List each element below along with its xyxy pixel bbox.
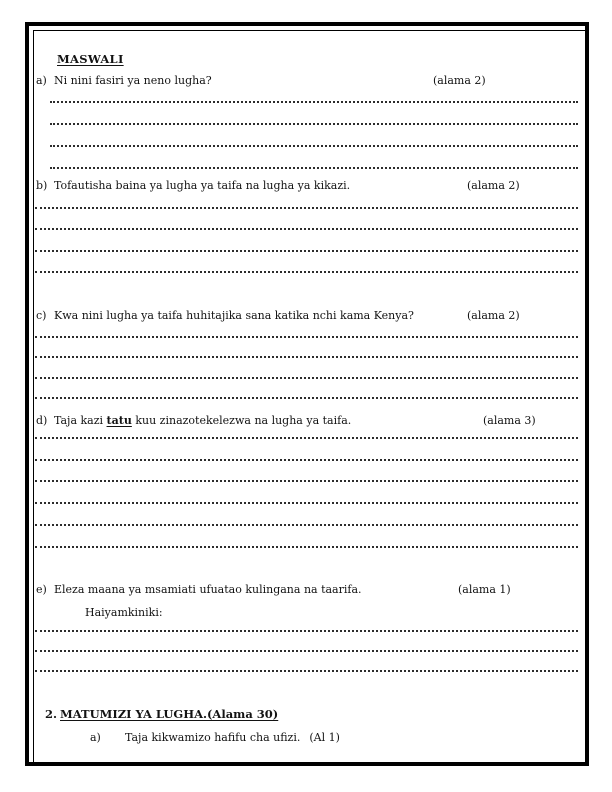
- answer-line: [50, 147, 578, 169]
- question-a-marks: (alama 2): [433, 74, 486, 87]
- answer-line: [50, 125, 578, 147]
- answer-lines-e: [35, 612, 578, 672]
- answer-line: [35, 379, 578, 400]
- answer-line: [35, 526, 578, 548]
- question-d-text-after: kuu zinazotekelezwa na lugha ya taifa.: [131, 414, 352, 427]
- answer-line: [50, 81, 578, 103]
- question-e-text: Eleza maana ya msamiati ufuatao kulingana na taarifa.: [54, 583, 362, 596]
- question-c-text: Kwa nini lugha ya taifa huhitajika sana katika nchi kama Kenya?: [54, 309, 414, 322]
- answer-line: [35, 252, 578, 274]
- question-a-label: a): [36, 74, 47, 87]
- section2-item-a-text: Taja kikwamizo hafifu cha ufizi.: [125, 731, 301, 744]
- answer-line: [35, 439, 578, 461]
- question-d-text-emphasis: tatu: [106, 414, 132, 427]
- answer-line: [50, 103, 578, 125]
- section2-number: 2.: [45, 707, 58, 721]
- section2-heading: [45, 707, 278, 722]
- question-e-term: Haiyamkiniki:: [85, 606, 163, 619]
- section2-item-a-label: a): [90, 731, 101, 744]
- answer-line: [35, 317, 578, 338]
- answer-line: [35, 632, 578, 652]
- question-b-marks: (alama 2): [467, 179, 520, 192]
- question-c-label: c): [36, 309, 47, 322]
- answer-line: [35, 504, 578, 526]
- answer-line: [35, 338, 578, 359]
- question-e-marks: (alama 1): [458, 583, 511, 596]
- answer-line: [35, 358, 578, 379]
- question-b-label: b): [36, 179, 48, 192]
- question-d-text-before: Taja kazi: [54, 414, 107, 427]
- answer-lines-d: [35, 417, 578, 548]
- answer-line: [35, 461, 578, 483]
- section1-title: MASWALI: [57, 52, 124, 66]
- question-e-label: e): [36, 583, 47, 596]
- answer-lines-a: [50, 81, 578, 169]
- question-a-text: Ni nini fasiri ya neno lugha?: [54, 74, 212, 87]
- question-e: [36, 582, 578, 597]
- answer-line: [35, 187, 578, 209]
- answer-line: [35, 612, 578, 632]
- answer-line: [35, 652, 578, 672]
- answer-lines-c: [35, 317, 578, 399]
- section2-item-a-marks: (Al 1): [309, 731, 340, 744]
- question-d-marks: (alama 3): [483, 414, 536, 427]
- answer-line: [35, 230, 578, 252]
- question-c-marks: (alama 2): [467, 309, 520, 322]
- answer-line: [35, 209, 578, 231]
- answer-line: [35, 482, 578, 504]
- question-b-text: Tofautisha baina ya lugha ya taifa na lugha ya kikazi.: [54, 179, 351, 192]
- answer-lines-b: [35, 187, 578, 273]
- section2-title: MATUMIZI YA LUGHA.(Alama 30): [60, 707, 279, 721]
- section2-item-a: [90, 730, 340, 745]
- question-d-label: d): [36, 414, 48, 427]
- answer-line: [35, 417, 578, 439]
